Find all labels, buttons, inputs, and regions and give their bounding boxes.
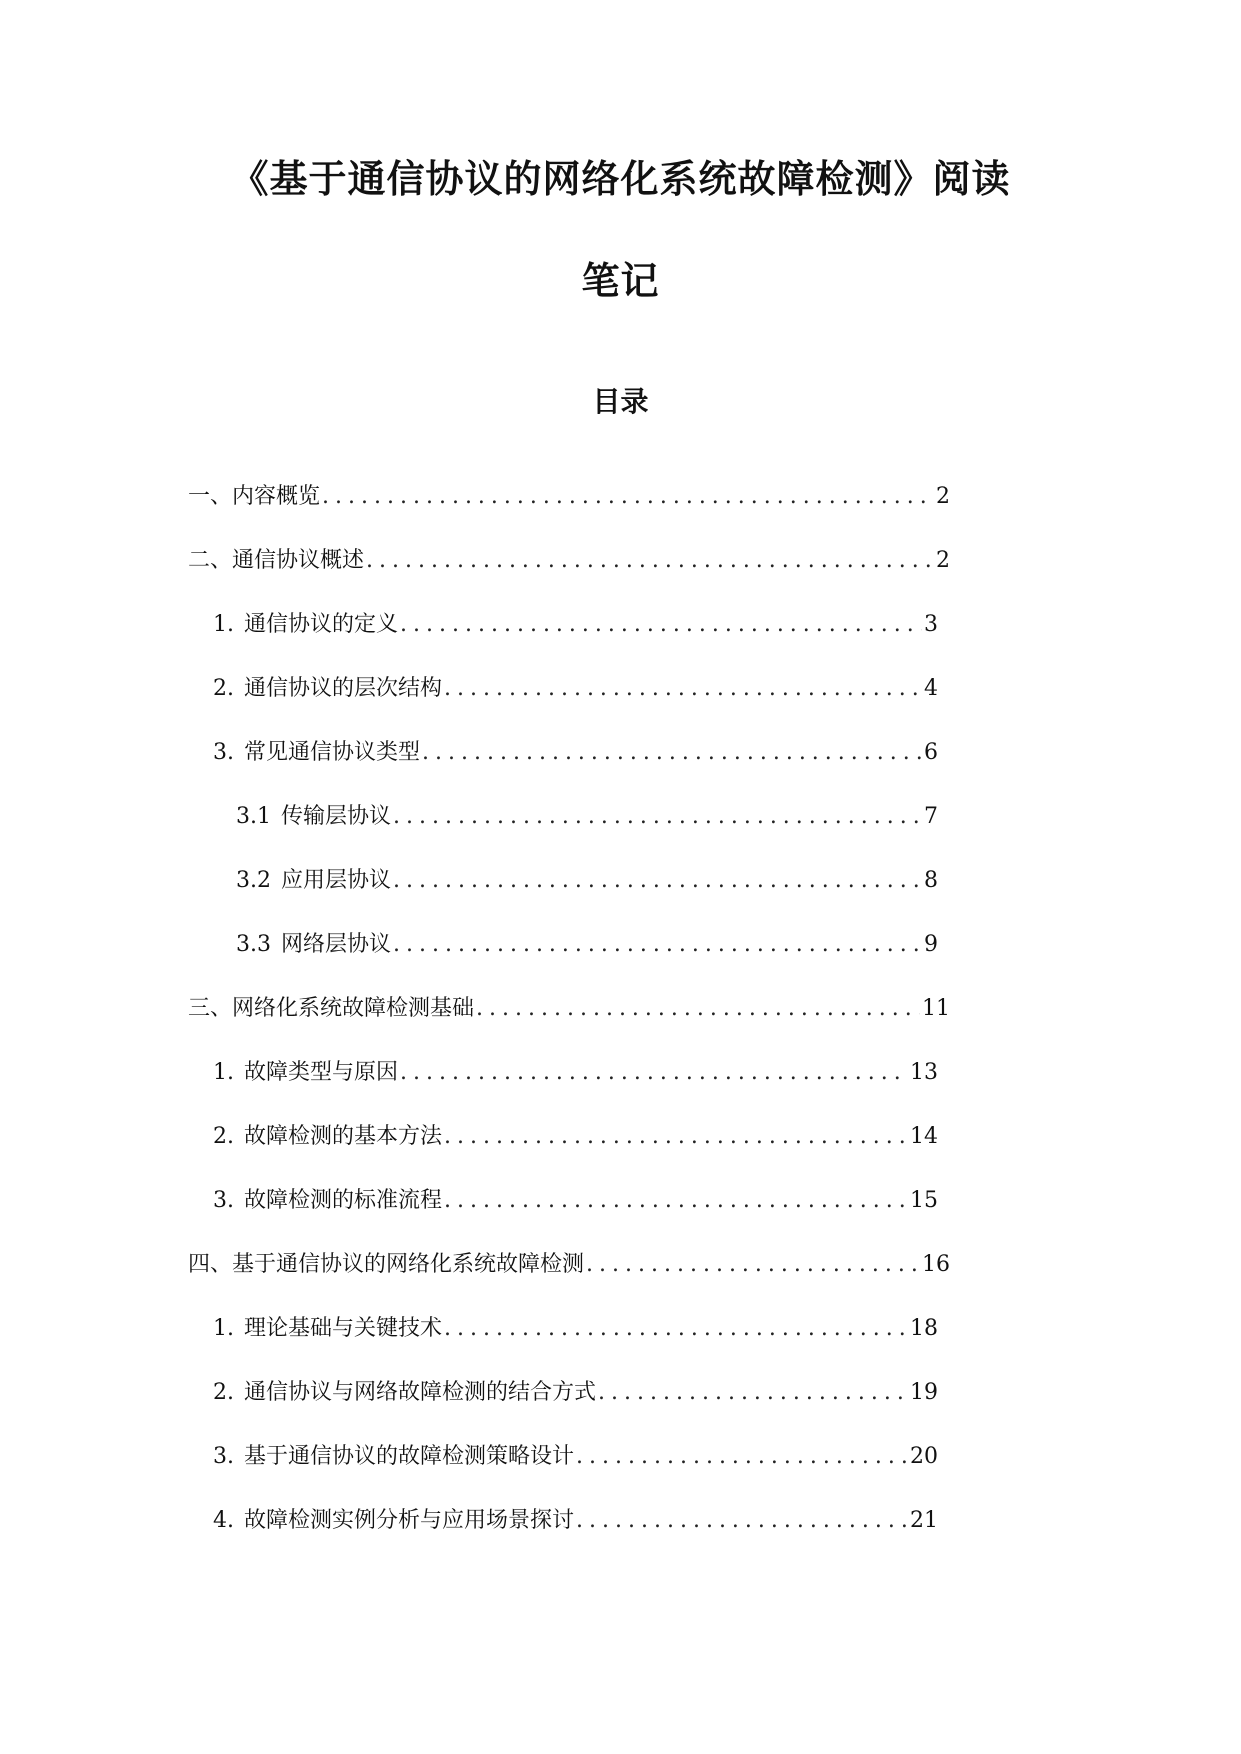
toc-page-number: 4 <box>924 676 938 701</box>
toc-entry[interactable] <box>188 480 950 514</box>
toc-entry-number: 3.1 <box>236 804 271 829</box>
toc-entry-number: 4. <box>213 1508 234 1533</box>
toc-entry-number: 1. <box>213 612 234 637</box>
toc-leader <box>393 800 922 834</box>
toc-entry-number: 1. <box>213 1060 234 1085</box>
toc-entry[interactable] <box>213 1312 938 1346</box>
toc-entry-text: 网络层协议 <box>281 932 392 957</box>
toc-entry-text: 常见通信协议类型 <box>244 740 421 765</box>
toc-entry[interactable] <box>236 800 938 834</box>
toc-page-number: 9 <box>924 932 938 957</box>
toc-page-number: 18 <box>910 1316 938 1341</box>
toc-page-number: 13 <box>910 1060 938 1085</box>
toc-entry-number: 2. <box>213 1124 234 1149</box>
toc-leader <box>400 608 922 642</box>
toc-entry-text: 故障检测的标准流程 <box>244 1188 443 1213</box>
toc-leader <box>444 1184 908 1218</box>
toc-entry-number: 3. <box>213 1188 234 1213</box>
toc-entry-number: 2. <box>213 676 234 701</box>
toc-page-number: 6 <box>924 740 938 765</box>
toc-entry-text: 四、基于通信协议的网络化系统故障检测 <box>188 1252 585 1277</box>
toc-page-number: 7 <box>924 804 938 829</box>
document-title-line-1: 《基于通信协议的网络化系统故障检测》阅读 <box>230 157 1011 201</box>
toc-page-number: 2 <box>936 548 950 573</box>
toc-entry-text: 一、内容概览 <box>188 484 321 509</box>
toc-leader <box>400 1056 908 1090</box>
toc-page-number: 11 <box>922 996 950 1021</box>
toc-entry-text: 故障检测的基本方法 <box>244 1124 443 1149</box>
toc-leader <box>576 1440 908 1474</box>
toc-leader <box>598 1376 908 1410</box>
toc-page-number: 3 <box>924 612 938 637</box>
toc-entry-text: 二、通信协议概述 <box>188 548 365 573</box>
toc-leader <box>476 992 920 1026</box>
toc-page-number: 20 <box>910 1444 938 1469</box>
toc-entry-text: 通信协议的定义 <box>244 612 399 637</box>
document-title-line-2: 笔记 <box>581 259 660 303</box>
toc-entry[interactable] <box>213 1056 938 1090</box>
toc-leader <box>586 1248 920 1282</box>
toc-entry-text: 故障类型与原因 <box>244 1060 399 1085</box>
toc-entry-text: 理论基础与关键技术 <box>244 1316 443 1341</box>
toc-entry-number: 3.2 <box>236 868 271 893</box>
toc-entry[interactable] <box>236 864 938 898</box>
toc-page-number: 21 <box>910 1508 938 1533</box>
toc-leader <box>444 1312 908 1346</box>
toc-entry-text: 三、网络化系统故障检测基础 <box>188 996 475 1021</box>
toc-entry[interactable] <box>236 928 938 962</box>
toc-entry-text: 通信协议的层次结构 <box>244 676 443 701</box>
toc-entry-number: 3. <box>213 1444 234 1469</box>
toc-page-number: 2 <box>936 484 950 509</box>
toc-entry[interactable] <box>188 544 950 578</box>
toc-page-number: 14 <box>910 1124 938 1149</box>
toc-leader <box>444 1120 908 1154</box>
toc-entry-text: 故障检测实例分析与应用场景探讨 <box>244 1508 575 1533</box>
toc-page-number: 15 <box>910 1188 938 1213</box>
toc-entry-text: 应用层协议 <box>281 868 392 893</box>
toc-leader <box>422 736 922 770</box>
toc-page-number: 19 <box>910 1380 938 1405</box>
toc-heading: 目录 <box>592 385 649 418</box>
toc-leader <box>444 672 922 706</box>
toc-entry-number: 2. <box>213 1380 234 1405</box>
toc-entry[interactable] <box>213 1184 938 1218</box>
toc-entry[interactable] <box>213 608 938 642</box>
toc-leader <box>322 480 934 514</box>
toc-entry[interactable] <box>213 1440 938 1474</box>
toc-entry[interactable] <box>213 1120 938 1154</box>
toc-leader <box>366 544 934 578</box>
toc-entry-number: 3. <box>213 740 234 765</box>
toc-leader <box>393 864 922 898</box>
toc-leader <box>576 1504 908 1538</box>
toc-entry-number: 3.3 <box>236 932 271 957</box>
toc-leader <box>393 928 922 962</box>
toc-entry[interactable] <box>188 992 950 1026</box>
toc-entry[interactable] <box>213 736 938 770</box>
toc-entry-number: 1. <box>213 1316 234 1341</box>
toc-entry[interactable] <box>213 1376 938 1410</box>
toc-entry[interactable] <box>188 1248 950 1282</box>
toc-page-number: 16 <box>922 1252 950 1277</box>
toc-entry[interactable] <box>213 1504 938 1538</box>
toc-entry-text: 传输层协议 <box>281 804 392 829</box>
toc-entry-text: 通信协议与网络故障检测的结合方式 <box>244 1380 597 1405</box>
toc-entry[interactable] <box>213 672 938 706</box>
toc-entry-text: 基于通信协议的故障检测策略设计 <box>244 1444 575 1469</box>
toc-page-number: 8 <box>924 868 938 893</box>
